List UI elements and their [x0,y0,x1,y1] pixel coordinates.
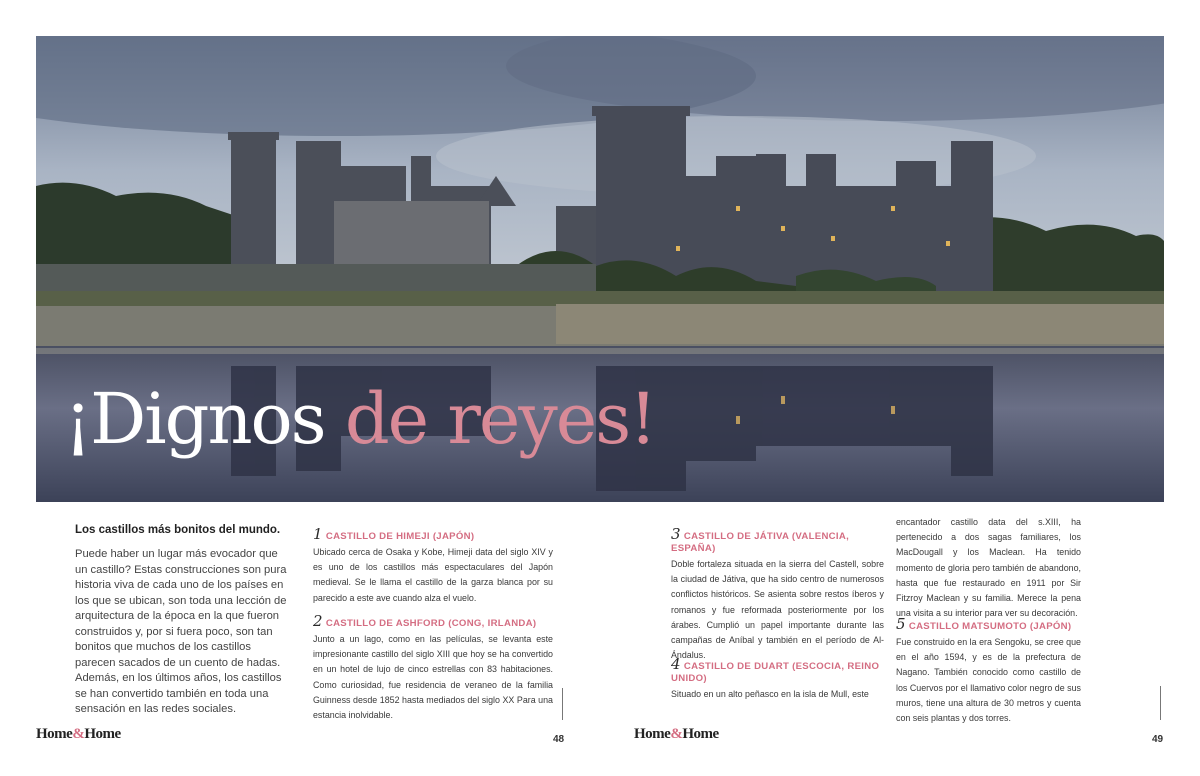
headline-pink-part: de reyes! [344,378,656,460]
section-body-4: Situado en un alto peñasco en la isla de Mull, este [671,689,869,699]
page-number-left: 48 [553,734,565,745]
section-body-3: Doble fortaleza situada en la sierra del Castell, sobre la ciudad de Játiva, que ha sido centro de numerosos conflictos históricos. Se asienta sobre restos íberos y romanos y fue reformada posteriormente por los árabes. Cumplió un papel importante durante las campañas de Aníbal y también en el período de Al-Ándalus. [671,559,884,661]
article-column-3 [896,515,1081,621]
section-title-2: 2 CASTILLO DE ASHFORD (CONG, IRLANDA) [313,612,537,630]
column-rule [1160,686,1161,720]
headline-white-part: ¡Dignos [64,378,325,460]
page-number-right: 49 [1152,734,1164,745]
article-column-1b [313,612,553,723]
article-column-3b [896,615,1081,726]
page-headline [64,378,656,460]
section-title-3: 3 CASTILLO DE JÁTIVA (VALENCIA, ESPAÑA) [671,525,850,554]
brand-logo-left: Home&Home [36,726,121,742]
column-rule [562,688,563,720]
section-title-4: 4 CASTILLO DE DUART (ESCOCIA, REINO UNIDO) [671,655,880,684]
intro-body: Puede haber un lugar más evocador que un castillo? Estas construcciones son pura historia viva de cada uno de los países en los que se ubican, son toda una lección de arquitectura de la época en la que fueron construidos y, por si fuera poco, son tan bonitos que muchos de los castillos parecen sacados de un cuento de hadas. Además, en los últimos años, los castillos se han convertido también en toda una sensación en las redes sociales. [75,548,287,715]
article-column-2b [671,655,884,702]
section-body-2: Junto a un lago, como en las películas, se levanta este impresionante castillo del siglo XIII que hoy se ha convertido en un hotel de lujo de cinco estrellas con 83 habitaciones. Como curiosidad, fue residencia de veraneo de la familia Guinness desde 1852 hasta mediados del siglo XX Para una estancia inolvidable. [313,634,553,721]
intro-column [75,524,290,718]
section-number: 4 [671,655,681,673]
section-number: 5 [896,615,906,633]
article-column-1 [313,525,553,606]
section-number: 2 [313,612,323,630]
section-title-5: 5 CASTILLO MATSUMOTO (JAPÓN) [896,615,1072,633]
intro-title: Los castillos más bonitos del mundo. [75,524,281,536]
section-body-1: Ubicado cerca de Osaka y Kobe, Himeji data del siglo XIV y es uno de los castillos más espectaculares del Japón medieval. Se le llama el castillo de la garza blanca por su parecido a este ave cuando alza el vuelo. [313,547,553,603]
section-number: 3 [671,525,681,543]
section-body-5: Fue construido en la era Sengoku, se cree que en el año 1594, y es de la prefectura de Nagano. También conocido como castillo de los Cuervos por el llamativo color negro de sus muros, tiene una altura de 30 metros y cuenta con seis plantas y dos torres. [896,637,1081,724]
section-title-1: 1 CASTILLO DE HIMEJI (JAPÓN) [313,525,475,543]
article-column-2 [671,525,884,663]
brand-logo-right: Home&Home [634,726,719,742]
section-body-4-continued: encantador castillo data del s.XIII, ha pertenecido a dos sagas familiares, los MacDougall y los Maclean. Ha tenido momento de gloria pero también de abandono, hasta que fue restaurado en 1911 por Sir Fitzroy Maclean y su familia. Merece la pena una visita a su interior para ver su decoración. [896,517,1081,619]
section-number: 1 [313,525,323,543]
